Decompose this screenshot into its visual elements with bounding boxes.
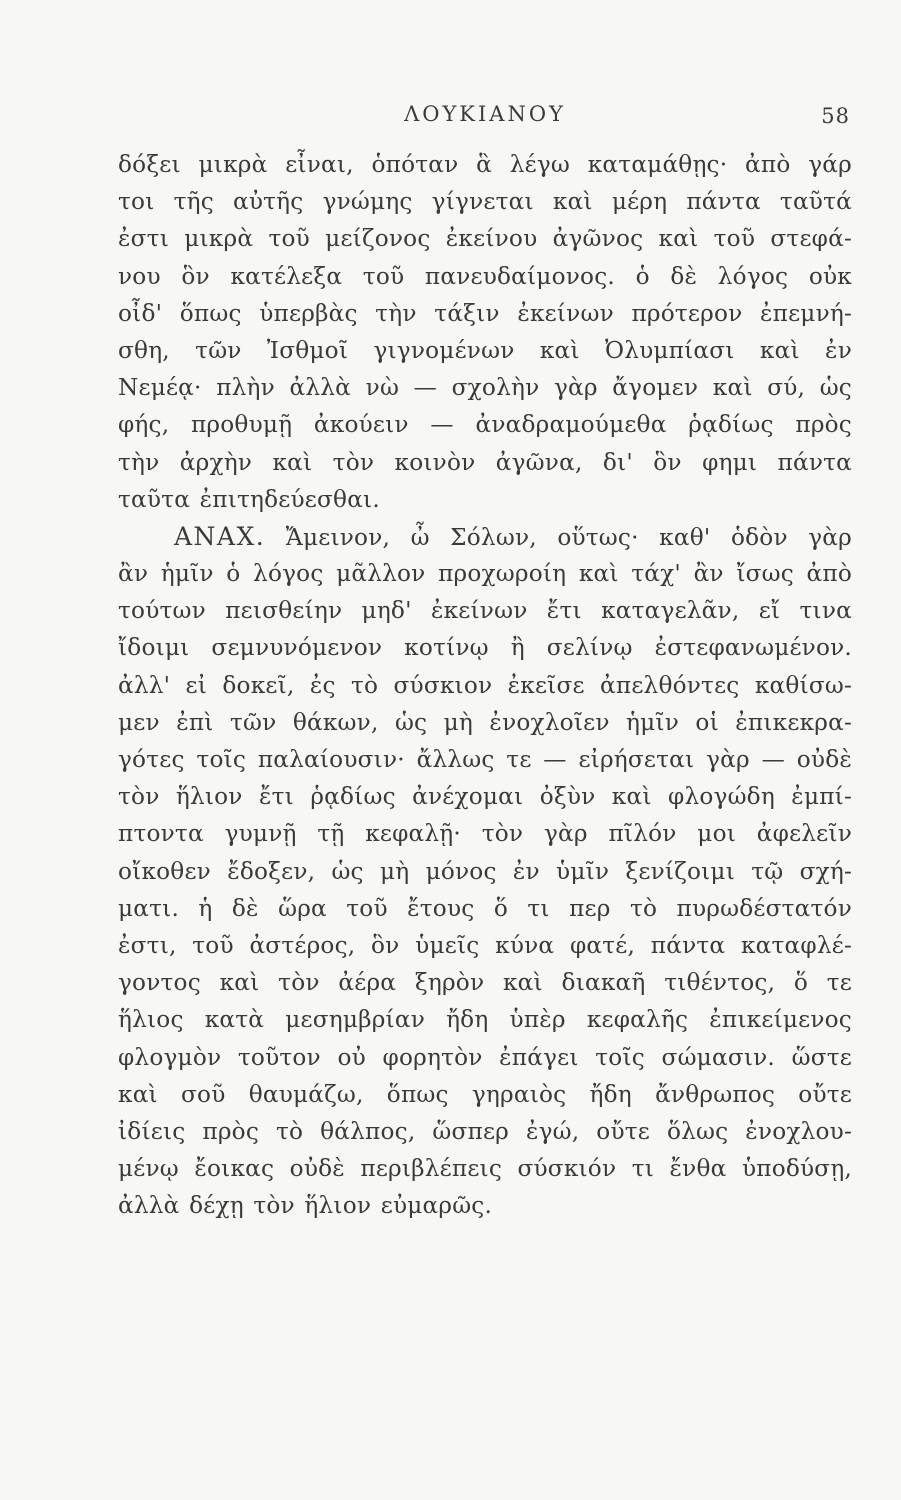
speaker-line-text: Ἄμεινον, ὦ Σόλων, οὕτως· καθ' ὁδὸν γὰρ	[285, 523, 852, 551]
text-line: ἴδοιμι σεμνυνόμενον κοτίνῳ ἢ σελίνῳ ἐστεφανωμένον.	[118, 634, 852, 662]
text-line: τούτων πεισθείην μηδ' ἐκείνων ἔτι καταγελᾶν, εἴ τινα	[118, 597, 852, 625]
text-line: ἐστι, τοῦ ἀστέρος, ὃν ὑμεῖς κύνα φατέ, πάντα καταφλέ-	[118, 931, 852, 959]
paragraph-1	[118, 146, 852, 518]
text-line: ἂν ἡμῖν ὁ λόγος μᾶλλον προχωροίη καὶ τάχ' ἂν ἴσως ἀπὸ	[118, 560, 852, 588]
paragraph-2	[118, 518, 852, 1225]
text-line: φής, προθυμῇ ἀκούειν — ἀναδραμούμεθα ῥᾳδίως πρὸς	[118, 411, 852, 439]
page-number: 58	[821, 104, 850, 128]
text-line: ταῦτα ἐπιτηδεύεσθαι.	[118, 485, 380, 513]
text-line: ἰδίεις πρὸς τὸ θάλπος, ὥσπερ ἐγώ, οὔτε ὅλως ἐνοχλου-	[118, 1117, 852, 1145]
text-line: γοντος καὶ τὸν ἀέρα ξηρὸν καὶ διακαῆ τιθέντος, ὅ τε	[118, 969, 852, 997]
text-line: ἀλλὰ δέχῃ τὸν ἥλιον εὐμαρῶς.	[118, 1192, 493, 1220]
text-line: Νεμέᾳ· πλὴν ἀλλὰ νὼ — σχολὴν γὰρ ἄγομεν καὶ σύ, ὡς	[118, 374, 852, 402]
text-line: τοι τῆς αὐτῆς γνώμης γίγνεται καὶ μέρη πάντα ταῦτά	[118, 188, 852, 216]
speaker-name: ΑΝΑΧ.	[174, 521, 266, 551]
text-line: οἶδ' ὅπως ὑπερβὰς τὴν τάξιν ἐκείνων πρότερον ἐπεμνή-	[118, 299, 852, 327]
text-line: ἥλιος κατὰ μεσημβρίαν ἤδη ὑπὲρ κεφαλῆς ἐπικείμενος	[118, 1006, 852, 1034]
main-text	[118, 146, 852, 1224]
text-line: ἐστι μικρὰ τοῦ μείζονος ἐκείνου ἀγῶνος καὶ τοῦ στεφά-	[118, 225, 852, 253]
running-head	[118, 100, 852, 140]
text-line: δόξει μικρὰ εἶναι, ὁπόταν ἃ λέγω καταμάθῃς· ἀπὸ γάρ	[118, 151, 852, 178]
text-line: οἴκοθεν ἔδοξεν, ὡς μὴ μόνος ἐν ὑμῖν ξενίζοιμι τῷ σχή-	[118, 857, 852, 885]
text-line: νου ὃν κατέλεξα τοῦ πανευδαίμονος. ὁ δὲ λόγος οὐκ	[118, 262, 852, 290]
text-line: μεν ἐπὶ τῶν θάκων, ὡς μὴ ἐνοχλοῖεν ἡμῖν οἱ ἐπικεκρα-	[118, 708, 852, 736]
text-line: φλογμὸν τοῦτον οὐ φορητὸν ἐπάγει τοῖς σώμασιν. ὥστε	[118, 1043, 852, 1071]
speaker-line	[118, 518, 852, 555]
text-line: σθη, τῶν Ἰσθμοῖ γιγνομένων καὶ Ὀλυμπίασι καὶ ἐν	[118, 336, 852, 364]
text-line: πτοντα γυμνῇ τῇ κεφαλῇ· τὸν γὰρ πῖλόν μοι ἀφελεῖν	[118, 820, 852, 848]
text-line: γότες τοῖς παλαίουσιν· ἄλλως τε — εἰρήσεται γὰρ — οὐδὲ	[118, 746, 852, 773]
text-line: ματι. ἡ δὲ ὥρα τοῦ ἔτους ὅ τι περ τὸ πυρωδέστατόν	[118, 894, 852, 922]
text-line: καὶ σοῦ θαυμάζω, ὅπως γηραιὸς ἤδη ἄνθρωπος οὔτε	[118, 1080, 852, 1108]
running-head-title: ΛΟΥΚΙΑΝΟΥ	[404, 102, 566, 126]
text-line: τὸν ἥλιον ἔτι ῥᾳδίως ἀνέχομαι ὀξὺν καὶ φλογώδη ἐμπί-	[118, 783, 852, 811]
text-line: τὴν ἀρχὴν καὶ τὸν κοινὸν ἀγῶνα, δι' ὃν φημι πάντα	[118, 448, 852, 476]
text-line: ἀλλ' εἰ δοκεῖ, ἐς τὸ σύσκιον ἐκεῖσε ἀπελθόντες καθίσω-	[118, 671, 852, 699]
text-line: μένῳ ἔοικας οὐδὲ περιβλέπεις σύσκιόν τι ἔνθα ὑποδύσῃ,	[118, 1155, 852, 1183]
